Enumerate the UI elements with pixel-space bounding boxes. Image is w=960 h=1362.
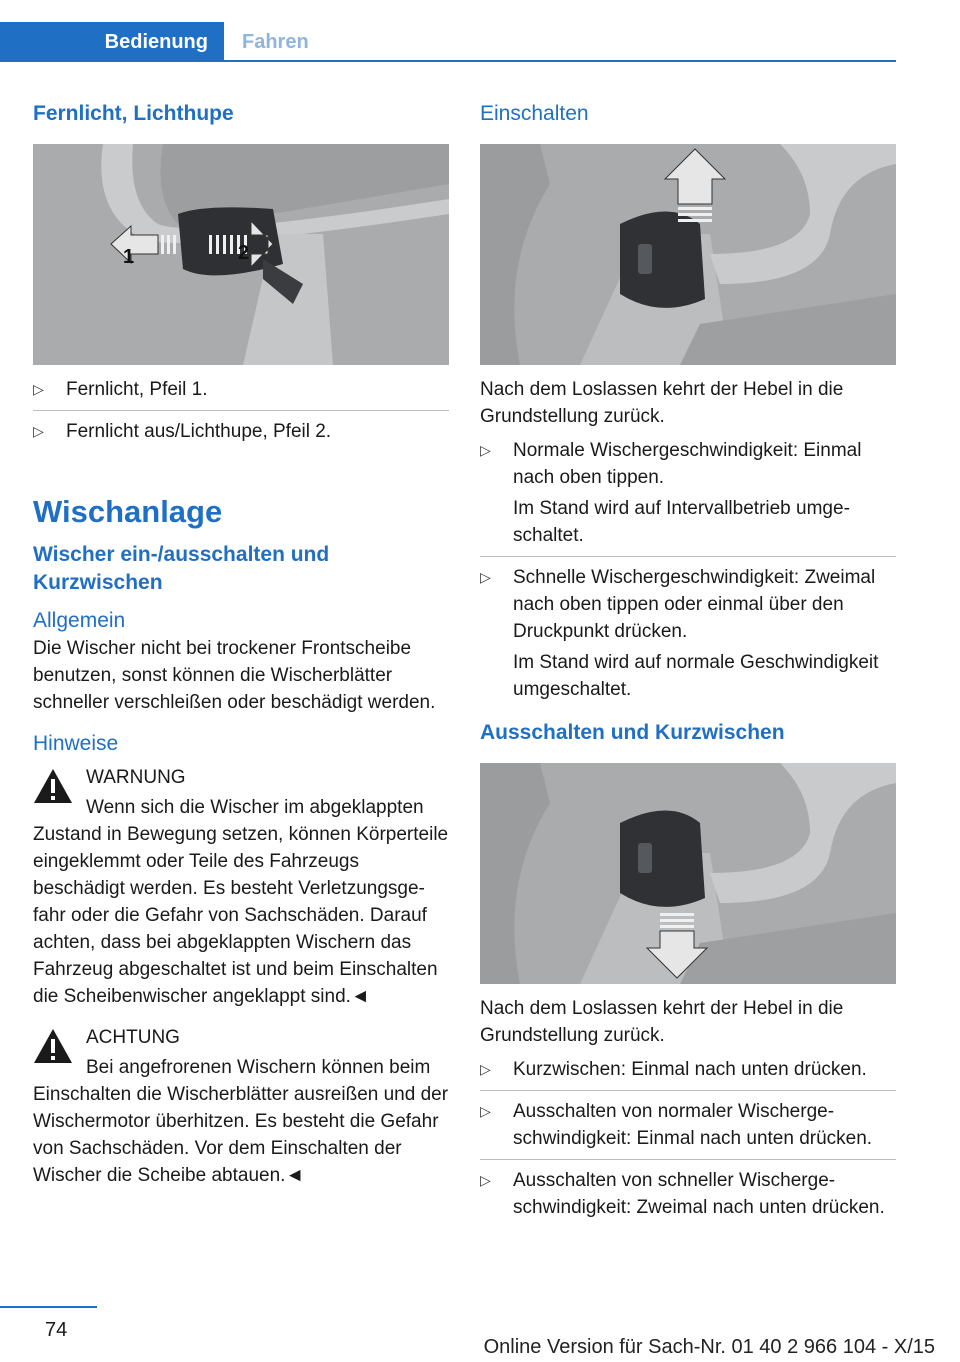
right-column <box>480 100 896 1221</box>
figure-wiper-lever-down <box>480 763 896 984</box>
divider <box>480 1090 896 1091</box>
footer-version-text: Online Version für Sach-Nr. 01 40 2 966 104 - X/15 <box>483 1336 935 1358</box>
text-einschalten: Nach dem Loslassen kehrt der Hebel in die Grundstellung zurück. <box>480 379 844 427</box>
triangle-bullet-icon: ▷ <box>480 442 491 458</box>
warning-triangle-icon <box>33 768 73 804</box>
list-item <box>480 1056 896 1083</box>
list-item <box>33 418 449 445</box>
warning-first-line: Wenn sich die Wischer im abgeklappten <box>86 797 424 818</box>
text-ausschalten: Nach dem Loslassen kehrt der Hebel in die Grundstellung zurück. <box>480 998 844 1046</box>
list-item-text: Ausschalten von normaler Wischergeschwindigkeit: Einmal nach unten drücken. <box>513 1101 873 1149</box>
page-number-rule <box>0 1306 97 1308</box>
list-item-note: Im Stand wird auf normale Geschwindigkeit umgeschaltet. <box>513 652 879 700</box>
list-item <box>33 376 449 403</box>
warning-first-line: Bei angefrorenen Wischern können beim <box>86 1057 431 1078</box>
list-item-text: Ausschalten von schneller Wischergeschwindigkeit: Zweimal nach unten drücken. <box>513 1170 885 1218</box>
list-item-text: Schnelle Wischergeschwindigkeit: Zweimal nach oben tippen oder einmal über den Druckpunkt drücken. <box>513 567 876 642</box>
heading-wischer: Wischer ein-/ausschalten und Kurzwischen <box>33 543 330 594</box>
heading-hinweise: Hinweise <box>33 732 119 755</box>
list-item-text: Fernlicht aus/Lichthupe, Pfeil 2. <box>66 421 332 442</box>
triangle-bullet-icon: ▷ <box>480 1061 491 1077</box>
figure-label-1: 1 <box>123 246 135 268</box>
heading-fernlicht: Fernlicht, Lichthupe <box>33 102 234 125</box>
triangle-bullet-icon: ▷ <box>33 423 44 439</box>
heading-allgemein: Allgemein <box>33 609 126 632</box>
text-allgemein: Die Wischer nicht bei trockener Frontscheibe benutzen, sonst können die Wischerblätter schneller verschleißen oder beschädigt werden. <box>33 638 436 713</box>
triangle-bullet-icon: ▷ <box>480 1172 491 1188</box>
warning-block-warnung <box>33 764 449 1010</box>
divider <box>480 556 896 557</box>
triangle-bullet-icon: ▷ <box>480 1103 491 1119</box>
list-item-text: Normale Wischergeschwindigkeit: Einmal nach oben tippen. <box>513 440 862 488</box>
divider <box>480 1159 896 1160</box>
warning-text: Einschalten die Wischerblätter ausreißen und der Wischermotor überhitzen. Es besteht die Gefahr von Sachschäden. Vor dem Einschalten der Wischer die Scheibe abtauen.◄ <box>33 1084 449 1186</box>
list-item-note: Im Stand wird auf Intervallbetrieb umgeschaltet. <box>513 498 850 546</box>
figure-label-2: 2 <box>238 242 250 264</box>
heading-ausschalten: Ausschalten und Kurzwischen <box>480 721 785 744</box>
tab-fahren[interactable]: Fahren <box>242 30 309 53</box>
list-item <box>480 1167 896 1221</box>
list-item-text: Fernlicht, Pfeil 1. <box>66 379 208 400</box>
triangle-bullet-icon: ▷ <box>33 381 44 397</box>
warning-title: WARNUNG <box>86 767 186 788</box>
list-item <box>480 437 896 549</box>
tab-bedienung[interactable]: Bedienung <box>0 22 224 62</box>
warning-title: ACHTUNG <box>86 1027 180 1048</box>
figure-wiper-lever-up <box>480 144 896 365</box>
left-column <box>33 100 449 1189</box>
warning-text: Zustand in Bewegung setzen, können Körperteile eingeklemmt oder Teile des Fahrzeugs beschädigt werden. Es besteht Verletzungsgefahr oder die Gefahr von Sachschäden. Darauf achten, dass bei abgeklappten Wischern das Fahrzeug abgeschaltet ist und beim Einschalten die Scheibenwischer angeklappt sind.◄ <box>33 824 449 1007</box>
heading-wischanlage: Wischanlage <box>33 494 223 529</box>
list-item-text: Kurzwischen: Einmal nach unten drücken. <box>513 1059 867 1080</box>
tab-underline <box>0 60 896 62</box>
heading-einschalten: Einschalten <box>480 102 589 125</box>
list-item <box>480 1098 896 1152</box>
warning-block-achtung <box>33 1024 449 1189</box>
list-item <box>480 564 896 703</box>
warning-triangle-icon <box>33 1028 73 1064</box>
chapter-tab-bar <box>0 0 896 62</box>
figure-fernlicht-lever <box>33 144 449 365</box>
divider <box>33 410 449 411</box>
triangle-bullet-icon: ▷ <box>480 569 491 585</box>
page-number: 74 <box>45 1319 68 1341</box>
